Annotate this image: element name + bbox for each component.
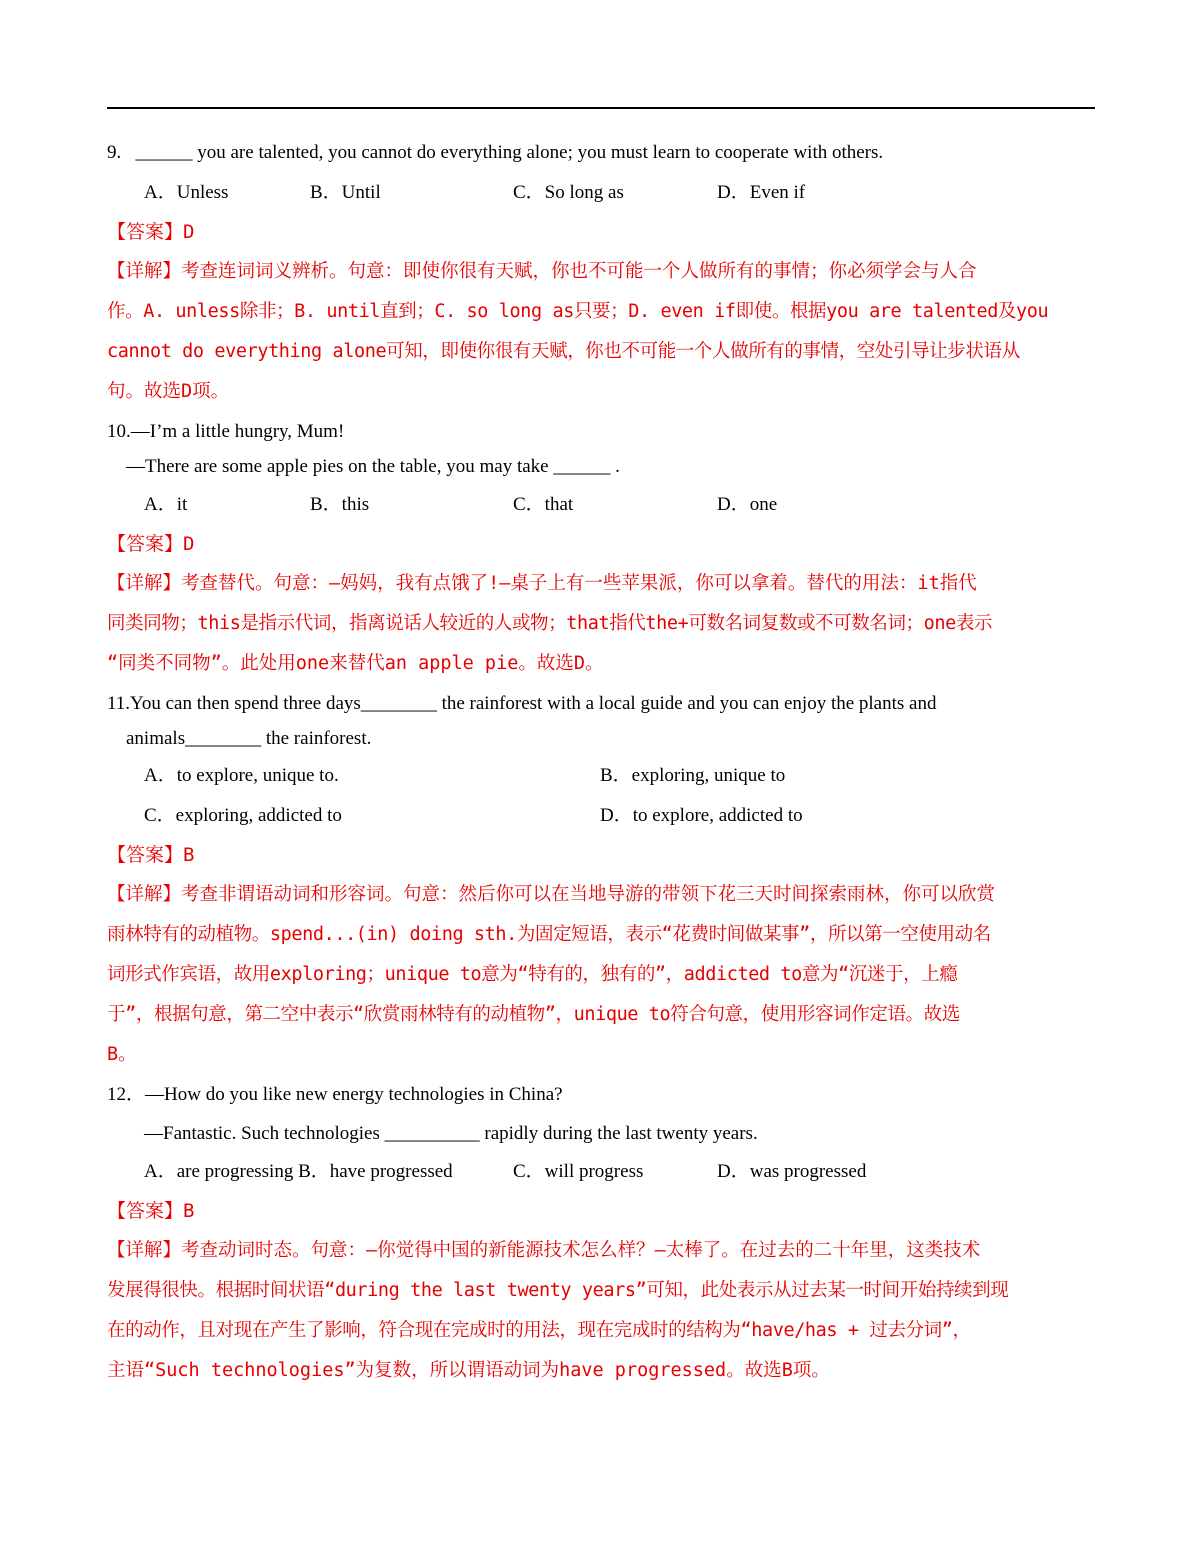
explain-tag: 【详解】 <box>107 884 182 905</box>
q12-explanation-line: 主语“Such technologies”为复数，所以谓语动词为have progressed。故选B项。 <box>107 1360 830 1381</box>
q10-stem: 10.—I’m a little hungry, Mum! <box>107 421 345 442</box>
q10-option-d: D．one <box>717 494 778 515</box>
q12-answer <box>107 1199 194 1223</box>
q10-answer <box>107 532 194 556</box>
answer-letter: D <box>183 221 195 243</box>
q10-option-b: B．this <box>310 494 370 515</box>
answer-letter: D <box>183 533 195 555</box>
q10-option-a: A．it <box>144 494 188 515</box>
header-rule <box>107 107 1095 109</box>
q11-stem-cont: animals________ the rainforest. <box>126 728 372 749</box>
q12-stem: 12．—How do you like new energy technologies in China? <box>107 1084 563 1105</box>
answer-tag: 【答案】 <box>107 533 184 555</box>
q12-explanation-line: 发展得很快。根据时间状语“during the last twenty years”可知，此处表示从过去某一时间开始持续到现 <box>107 1280 1009 1301</box>
q12-explanation-line: 在的动作，且对现在产生了影响，符合现在完成时的用法，现在完成时的结构为“have/has + 过去分词”， <box>107 1320 971 1341</box>
q12-option-d: D．was progressed <box>717 1161 867 1182</box>
q9-option-b: B．Until <box>310 182 381 203</box>
q9-explanation-line: 作。A. unless除非；B. until直到；C. so long as只要；D. even if即使。根据you are talented及you <box>107 301 1049 322</box>
q12-stem-reply: —Fantastic. Such technologies __________ rapidly during the last twenty years. <box>144 1123 758 1144</box>
q9-option-c: C．So long as <box>513 182 624 203</box>
answer-tag: 【答案】 <box>107 844 184 866</box>
q11-option-c: C．exploring, addicted to <box>144 805 342 826</box>
explain-tag: 【详解】 <box>107 573 182 594</box>
q11-option-b: B．exploring, unique to <box>600 765 786 786</box>
q12-explanation-line: 【详解】考查动词时态。句意：—你觉得中国的新能源技术怎么样？—太棒了。在过去的二十年里，这类技术 <box>107 1240 981 1261</box>
q10-explanation-line: “同类不同物”。此处用one来替代an apple pie。故选D。 <box>107 653 604 674</box>
q9-stem: 9. ______ you are talented, you cannot do everything alone; you must learn to cooperate with others. <box>107 142 884 163</box>
explain-tag: 【详解】 <box>107 1240 182 1261</box>
q11-explanation-line: B。 <box>107 1044 137 1065</box>
q9-explanation-line: 句。故选D项。 <box>107 381 230 402</box>
q10-explanation-line: 【详解】考查替代。句意：—妈妈，我有点饿了!—桌子上有一些苹果派，你可以拿着。替代的用法：it指代 <box>107 573 977 594</box>
q11-option-a: A．to explore, unique to. <box>144 765 339 786</box>
q11-answer <box>107 843 194 867</box>
q11-explanation-line: 于”，根据句意，第二空中表示“欣赏雨林特有的动植物”，unique to符合句意，使用形容词作定语。故选 <box>107 1004 960 1025</box>
q10-stem-reply: —There are some apple pies on the table, you may take ______ . <box>126 456 620 477</box>
q12-option-c: C．will progress <box>513 1161 644 1182</box>
answer-tag: 【答案】 <box>107 1200 184 1222</box>
answer-letter: B <box>183 844 195 866</box>
q9-option-a: A．Unless <box>144 182 229 203</box>
q9-explanation-line: cannot do everything alone可知，即使你很有天赋，你也不可能一个人做所有的事情，空处引导让步状语从 <box>107 341 1020 362</box>
q9-answer <box>107 220 194 244</box>
q10-explanation-line: 同类同物；this是指示代词，指离说话人较近的人或物；that指代the+可数名词复数或不可数名词；one表示 <box>107 613 993 634</box>
q11-explanation-line: 词形式作宾语，故用exploring；unique to意为“特有的，独有的”，addicted to意为“沉迷于，上瘾 <box>107 964 958 985</box>
q11-explanation-line: 【详解】考查非谓语动词和形容词。句意：然后你可以在当地导游的带领下花三天时间探索雨林，你可以欣赏 <box>107 884 996 905</box>
answer-letter: B <box>183 1200 195 1222</box>
q11-stem: 11.You can then spend three days________ the rainforest with a local guide and you can enjoy the plants and <box>107 693 937 714</box>
explain-tag: 【详解】 <box>107 261 182 282</box>
answer-tag: 【答案】 <box>107 221 184 243</box>
q11-option-d: D．to explore, addicted to <box>600 805 803 826</box>
q9-explanation-line: 【详解】考查连词词义辨析。句意：即使你很有天赋，你也不可能一个人做所有的事情；你必须学会与人合 <box>107 261 977 282</box>
q11-explanation-line: 雨林特有的动植物。spend...(in) doing sth.为固定短语，表示“花费时间做某事”，所以第一空使用动名 <box>107 924 991 945</box>
q12-option-a-b: A．are progressing B．have progressed <box>144 1161 453 1182</box>
q9-option-d: D．Even if <box>717 182 806 203</box>
q10-option-c: C．that <box>513 494 574 515</box>
